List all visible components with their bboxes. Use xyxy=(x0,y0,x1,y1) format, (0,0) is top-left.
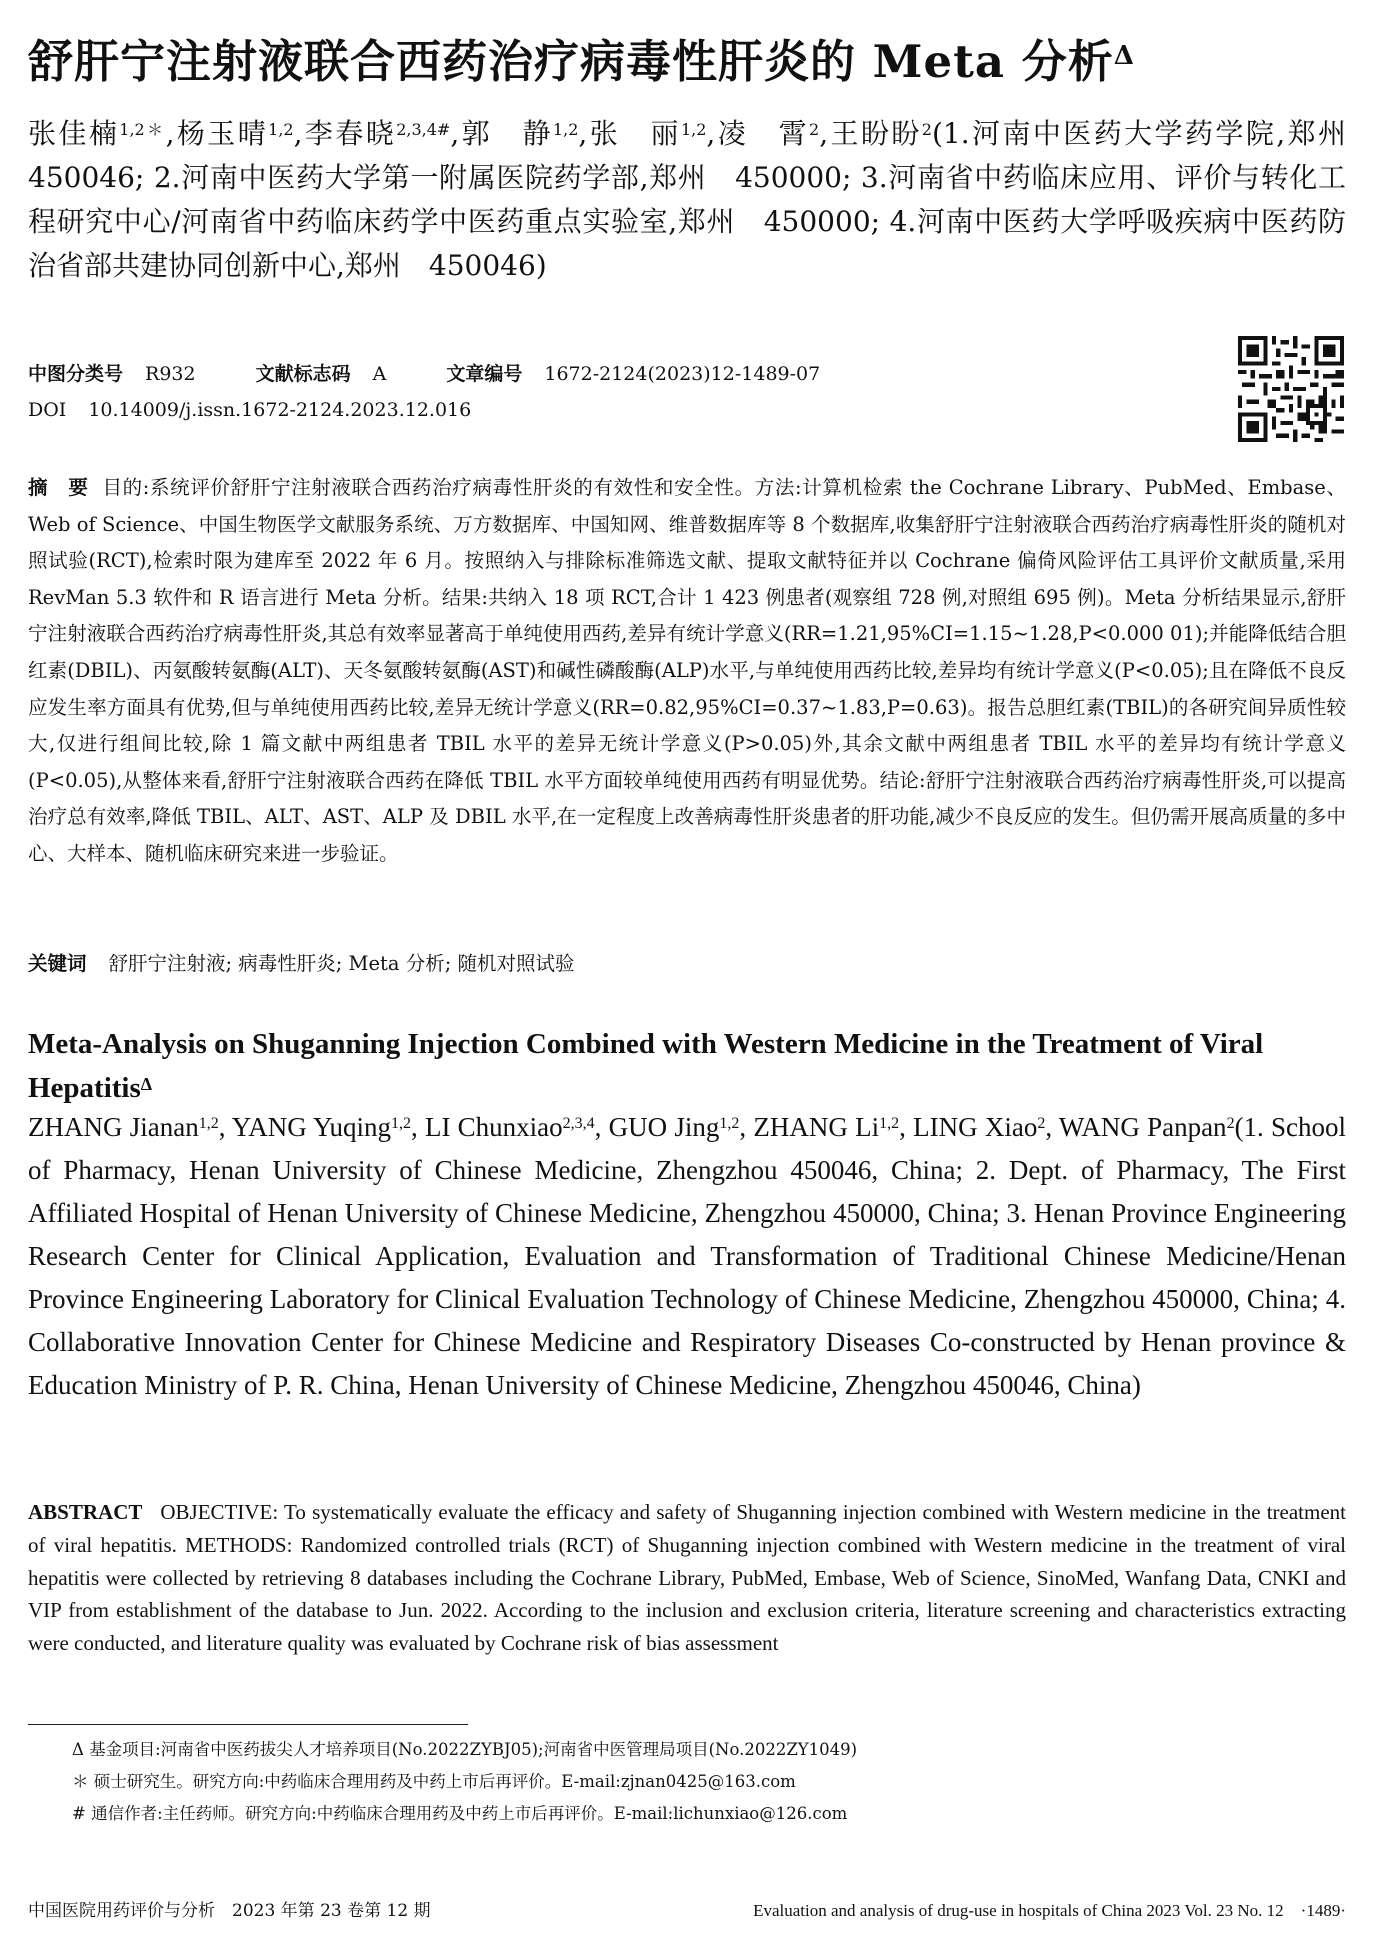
chinese-affiliations: (1.河南中医药大学药学院,郑州 450046; 2.河南中医药大学第一附属医院药学部,郑州 450000; 3.河南省中药临床应用、评价与转化工程研究中心/河南省中药临床药学中医药重点实验室,郑州 450000; 4.河南中医药大学呼吸疾病中医药防治省部共建协同创新中心,郑州 450046) xyxy=(28,117,1374,282)
chinese-title xyxy=(28,32,1346,92)
author: 郭 静$^{1,2}$ xyxy=(459,117,579,150)
english-title xyxy=(28,1022,1346,1110)
chinese-authors: 张佳楠$^{1,2*}$,杨玉晴$^{1,2}$,李春晓$^{2,3,4\#}$,郭 静$^{1,2}$,张 丽$^{1,2}$,凌 霄$^2$,王盼盼$^2$(1.河南中医药大学药学院,郑州 450046; 2.河南中医药大学第一附属医院药学部,郑州 450000; 3.河南省中药临床应用、评价与转化工程研究中心/河南省中药临床药学中医药重点实验室,郑州 450000; 4.河南中医药大学呼吸疾病中医药防治省部共建协同创新中心,郑州 450046) xyxy=(28,117,1374,282)
author: LING Xiao$^2$ xyxy=(913,1112,1046,1142)
chinese-keywords-text: 舒肝宁注射液; 病毒性肝炎; Meta 分析; 随机对照试验 xyxy=(108,952,575,975)
footnote-corresponding-author: # 通信作者:主任药师。研究方向:中药临床合理用药及中药上市后再评价。E-mail:lichunxiao@126.com xyxy=(72,1804,848,1823)
author: YANG Yuqing$^{1,2}$ xyxy=(231,1112,411,1142)
chinese-keywords xyxy=(28,948,1346,980)
author: ZHANG Li$^{1,2}$ xyxy=(753,1112,900,1142)
english-funding-mark: Δ xyxy=(140,1074,153,1094)
qr-code-icon xyxy=(1238,336,1344,442)
english-affiliations: (1. School of Pharmacy, Henan University of Chinese Medicine, Zhengzhou 450046, China; 2. Dept. of Pharmacy, The First Affiliated Hospital of Henan University of Chinese Medicine, Zhengzhou 450000, China; 3. Henan Province Engineering Research Center for Clinical Application, Evaluation and Transformation of Traditional Chinese Medicine/Henan Province Engineering Laboratory for Clinical Evaluation Technology of Chinese Medicine, Zhengzhou 450000, China; 4. Collaborative Innovation Center for Chinese Medicine and Respiratory Diseases Co-constructed by Henan province & Education Ministry of P. R. China, Henan University of Chinese Medicine, Zhengzhou 450046, China) xyxy=(28,1112,1347,1400)
clc-label: 中图分类号 xyxy=(28,363,124,385)
author: 凌 霄$^2$ xyxy=(715,117,820,150)
author: 张佳楠$^{1,2*}$ xyxy=(28,117,166,150)
running-footer-chinese: 中国医院用药评价与分析 2023 年第 23 卷第 12 期 xyxy=(28,1901,431,1921)
english-abstract-text: OBJECTIVE: To systematically evaluate the efficacy and safety of Shuganning injection combined with Western medicine in the treatment of viral hepatitis. METHODS: Randomized controlled trials (RCT) of Shuganning injection combined with Western medicine in the treatment of viral hepatitis were collected by retrieving 8 databases including the Cochrane Library, PubMed, Embase, Web of Science, SinoMed, Wanfang Data, CNKI and VIP from establishment of the database to Jun. 2022. According to the inclusion and exclusion criteria, literature screening and characteristics extracting were conducted, and literature quality was evaluated by Cochrane risk of bias assessment xyxy=(28,1500,1346,1656)
clc-value: R932 xyxy=(145,363,196,385)
article-number-label: 文章编号 xyxy=(446,363,523,385)
chinese-abstract-text: 目的:系统评价舒肝宁注射液联合西药治疗病毒性肝炎的有效性和安全性。方法:计算机检索 the Cochrane Library、PubMed、Embase、Web of Science、中国生物医学文献服务系统、万方数据库、中国知网、维普数据库等 8 个数据库,收集舒肝宁注射液联合西药治疗病毒性肝炎的随机对照试验(RCT),检索时限为建库至 2022 年 6 月。按照纳入与排除标准筛选文献、提取文献特征并以 Cochrane 偏倚风险评估工具评价文献质量,采用 RevMan 5.3 软件和 R 语言进行 Meta 分析。结果:共纳入 18 项 RCT,合计 1 423 例患者(观察组 728 例,对照组 695 例)。Meta 分析结果显示,舒肝宁注射液联合西药治疗病毒性肝炎,其总有效率显著高于单纯使用西药,差异有统计学意义(RR=1.21,95%CI=1.15~1.28,P<0.000 01);并能降低结合胆红素(DBIL)、丙氨酸转氨酶(ALT)、天冬氨酸转氨酶(AST)和碱性磷酸酶(ALP)水平,与单纯使用西药比较,差异均有统计学意义(P<0.05);且在降低不良反应发生率方面具有优势,但与单纯使用西药比较,差异无统计学意义(RR=0.82,95%CI=0.37~1.83,P=0.63)。报告总胆红素(TBIL)的各研究间异质性较大,仅进行组间比较,除 1 篇文献中两组患者 TBIL 水平的差异无统计学意义(P>0.05)外,其余文献中两组患者 TBIL 水平的差异均有统计学意义(P<0.05),从整体来看,舒肝宁注射液联合西药在降低 TBIL 水平方面较单纯使用西药有明显优势。结论:舒肝宁注射液联合西药治疗病毒性肝炎,可以提高治疗总有效率,降低 TBIL、ALT、AST、ALP 及 DBIL 水平,在一定程度上改善病毒性肝炎患者的肝功能,减少不良反应的发生。但仍需开展高质量的多中心、大样本、随机临床研究来进一步验证。 xyxy=(28,476,1346,865)
chinese-abstract xyxy=(28,470,1346,873)
author: LI Chunxiao$^{2,3,4}$ xyxy=(424,1112,595,1142)
footnotes xyxy=(72,1734,1342,1830)
doc-code-label: 文献标志码 xyxy=(255,363,351,385)
english-title-text: Meta-Analysis on Shuganning Injection Combined with Western Medicine in the Treatment of Viral Hepatitis xyxy=(28,1028,1264,1104)
english-abstract xyxy=(28,1496,1346,1660)
running-footer-english: Evaluation and analysis of drug-use in hospitals of China 2023 Vol. 23 No. 12 ·1489· xyxy=(753,1901,1346,1920)
footnote-divider xyxy=(28,1724,468,1725)
english-abstract-label: ABSTRACT xyxy=(28,1500,143,1524)
chinese-abstract-label: 摘 要 xyxy=(28,476,89,499)
article-meta xyxy=(28,356,1228,428)
author: 张 丽$^{1,2}$ xyxy=(587,117,707,150)
doi-label: DOI xyxy=(28,399,67,421)
article-number-value: 1672-2124(2023)12-1489-07 xyxy=(544,363,821,385)
author: ZHANG Jianan$^{1,2}$ xyxy=(28,1112,219,1142)
author: GUO Jing$^{1,2}$ xyxy=(608,1112,740,1142)
funding-mark: Δ xyxy=(1113,41,1135,71)
chinese-keywords-label: 关键词 xyxy=(28,952,87,975)
footnote-first-author: ＊ 硕士研究生。研究方向:中药临床合理用药及中药上市后再评价。E-mail:zjnan0425@163.com xyxy=(72,1772,796,1791)
doc-code-value: A xyxy=(372,363,387,385)
author: 杨玉晴$^{1,2}$ xyxy=(174,117,294,150)
author: 王盼盼$^2$ xyxy=(828,117,932,150)
english-authors: ZHANG Jianan$^{1,2}$, YANG Yuqing$^{1,2}$, LI Chunxiao$^{2,3,4}$, GUO Jing$^{1,2}$, ZHANG Li$^{1,2}$, LING Xiao$^2$, WANG Panpan$^2$(1. School of Pharmacy, Henan University of Chinese Medicine, Zhengzhou 450046, China; 2. Dept. of Pharmacy, The First Affiliated Hospital of Henan University of Chinese Medicine, Zhengzhou 450000, China; 3. Henan Province Engineering Research Center for Clinical Application, Evaluation and Transformation of Traditional Chinese Medicine/Henan Province Engineering Laboratory for Clinical Evaluation Technology of Chinese Medicine, Zhengzhou 450000, China; 4. Collaborative Innovation Center for Chinese Medicine and Respiratory Diseases Co-constructed by Henan province & Education Ministry of P. R. China, Henan University of Chinese Medicine, Zhengzhou 450046, China) xyxy=(28,1112,1347,1400)
author: 李春晓$^{2,3,4\#}$ xyxy=(302,117,451,150)
chinese-title-text: 舒肝宁注射液联合西药治疗病毒性肝炎的 Meta 分析 xyxy=(28,35,1114,88)
doi-value: 10.14009/j.issn.1672-2124.2023.12.016 xyxy=(88,399,472,421)
author: WANG Panpan$^2$ xyxy=(1058,1112,1235,1142)
footnote-funding: Δ 基金项目:河南省中医药拔尖人才培养项目(No.2022ZYBJ05);河南省中医管理局项目(No.2022ZY1049) xyxy=(72,1740,858,1759)
